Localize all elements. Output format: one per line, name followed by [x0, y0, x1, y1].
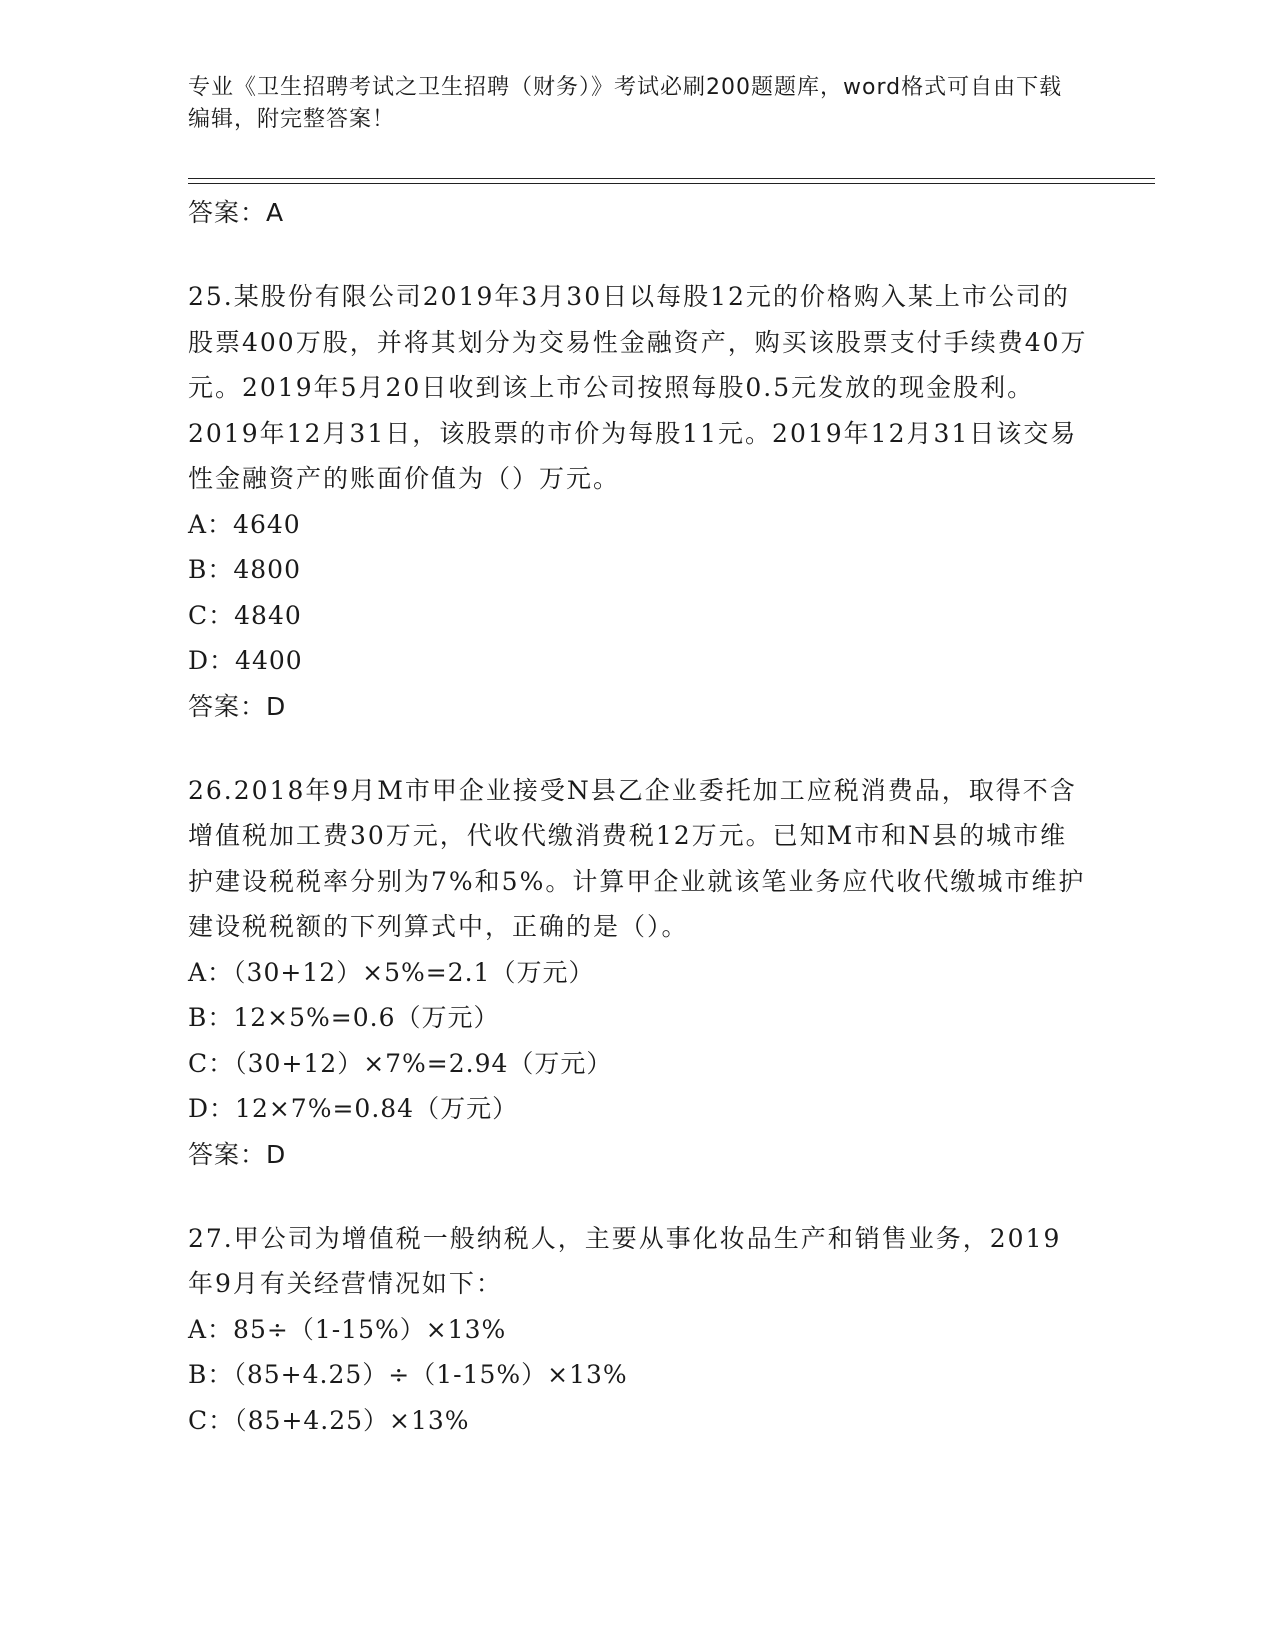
document-header: 专业《卫生招聘考试之卫生招聘（财务）》考试必刷200题题库，word格式可自由下载编辑，附完整答案！	[188, 75, 1063, 132]
question-25	[188, 274, 1088, 730]
header-rule-top	[188, 178, 1155, 179]
option-d: D：4400	[188, 646, 303, 675]
question-26	[188, 768, 1088, 1178]
spacer	[188, 730, 1088, 768]
question-text: 27.甲公司为增值税一般纳税人，主要从事化妆品生产和销售业务，2019年9月有关经营情况如下：	[188, 1223, 1062, 1298]
option-a: A：85÷（1-15%）×13%	[188, 1314, 507, 1344]
header-rule-bottom	[188, 183, 1155, 184]
option-b: B：（85+4.25）÷（1-15%）×13%	[188, 1360, 628, 1389]
spacer	[188, 236, 1088, 274]
spacer	[188, 1178, 1088, 1216]
option-b: B：12×5%=0.6（万元）	[188, 1003, 500, 1032]
option-a: A：4640	[188, 509, 301, 539]
option-c: C：（85+4.25）×13%	[188, 1405, 470, 1435]
answer-line: 答案：D	[188, 691, 287, 721]
question-text: 25.某股份有限公司2019年3月30日以每股12元的价格购入某上市公司的股票400万股，并将其划分为交易性金融资产，购买该股票支付手续费40万元。2019年5月20日收到该上市公司按照每股0.5元发放的现金股利。2019年12月31日，该股票的市价为每股11元。2019年12月31日该交易性金融资产的账面价值为（）万元。	[188, 282, 1088, 493]
previous-answer: 答案：A	[188, 198, 285, 227]
question-list	[188, 190, 1088, 1443]
option-c: C：4840	[188, 600, 302, 630]
option-c: C：（30+12）×7%=2.94（万元）	[188, 1048, 613, 1078]
question-text: 26.2018年9月M市甲企业接受N县乙企业委托加工应税消费品，取得不含增值税加工费30万元，代收代缴消费税12万元。已知M市和N县的城市维护建设税税率分别为7%和5%。计算甲企业就该笔业务应代收代缴城市维护建设税税额的下列算式中，正确的是（）。	[188, 775, 1086, 941]
answer-line: 答案：D	[188, 1139, 287, 1169]
option-a: A：（30+12）×5%=2.1（万元）	[188, 957, 595, 987]
option-d: D：12×7%=0.84（万元）	[188, 1094, 519, 1123]
question-27	[188, 1216, 1088, 1444]
option-b: B：4800	[188, 555, 301, 584]
